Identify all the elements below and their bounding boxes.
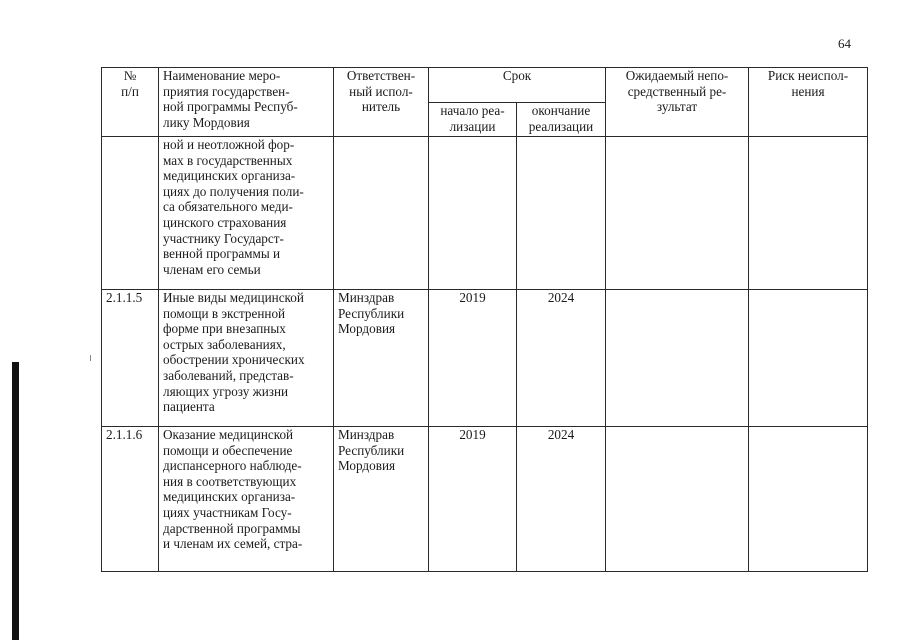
- row-end: [517, 137, 606, 290]
- row-risk: [749, 137, 868, 290]
- row-result: [606, 290, 749, 427]
- row-num: 2.1.1.6: [102, 427, 159, 572]
- row-start: 2019: [429, 427, 517, 572]
- scan-margin-tick: [90, 355, 91, 361]
- row-start: [429, 137, 517, 290]
- scan-margin-bar: [12, 362, 19, 640]
- row-num: 2.1.1.5: [102, 290, 159, 427]
- table-row: [102, 137, 868, 290]
- header-name: Наименование меро- приятия государствен- ной программы Респуб- лику Мордовия: [159, 68, 334, 137]
- row-name: ной и неотложной фор- мах в государственных медицинских организа- циях до получения поли- са обязательного меди- цинского страхования участнику Государст- венной программы и членам его семьи: [159, 137, 334, 290]
- row-start: 2019: [429, 290, 517, 427]
- header-end: окончание реализации: [517, 103, 606, 137]
- header-start: начало реа- лизации: [429, 103, 517, 137]
- row-end: 2024: [517, 427, 606, 572]
- header-result: Ожидаемый непо- средственный ре- зультат: [606, 68, 749, 137]
- page-number: 64: [838, 36, 851, 51]
- row-result: [606, 137, 749, 290]
- header-executor: Ответствен- ный испол- нитель: [334, 68, 429, 137]
- row-executor: Минздрав Республики Мордовия: [334, 290, 429, 427]
- row-executor: Минздрав Республики Мордовия: [334, 427, 429, 572]
- header-num: № п/п: [102, 68, 159, 137]
- table-row: [102, 290, 868, 427]
- program-measures-table: [101, 67, 868, 572]
- table-row: [102, 427, 868, 572]
- row-end: 2024: [517, 290, 606, 427]
- row-executor: [334, 137, 429, 290]
- row-risk: [749, 427, 868, 572]
- header-term: Срок: [429, 68, 606, 103]
- header-row-top: [102, 68, 868, 103]
- header-risk: Риск неиспол- нения: [749, 68, 868, 137]
- row-risk: [749, 290, 868, 427]
- row-result: [606, 427, 749, 572]
- row-name: Иные виды медицинской помощи в экстренной форме при внезапных острых заболеваниях, обострении хронических заболеваний, представ- ляющих угрозу жизни пациента: [159, 290, 334, 427]
- row-num: [102, 137, 159, 290]
- row-name: Оказание медицинской помощи и обеспечение диспансерного наблюде- ния в соответствующих медицинских организа- циях участникам Госу- дарственной программы и членам их семей, стра-: [159, 427, 334, 572]
